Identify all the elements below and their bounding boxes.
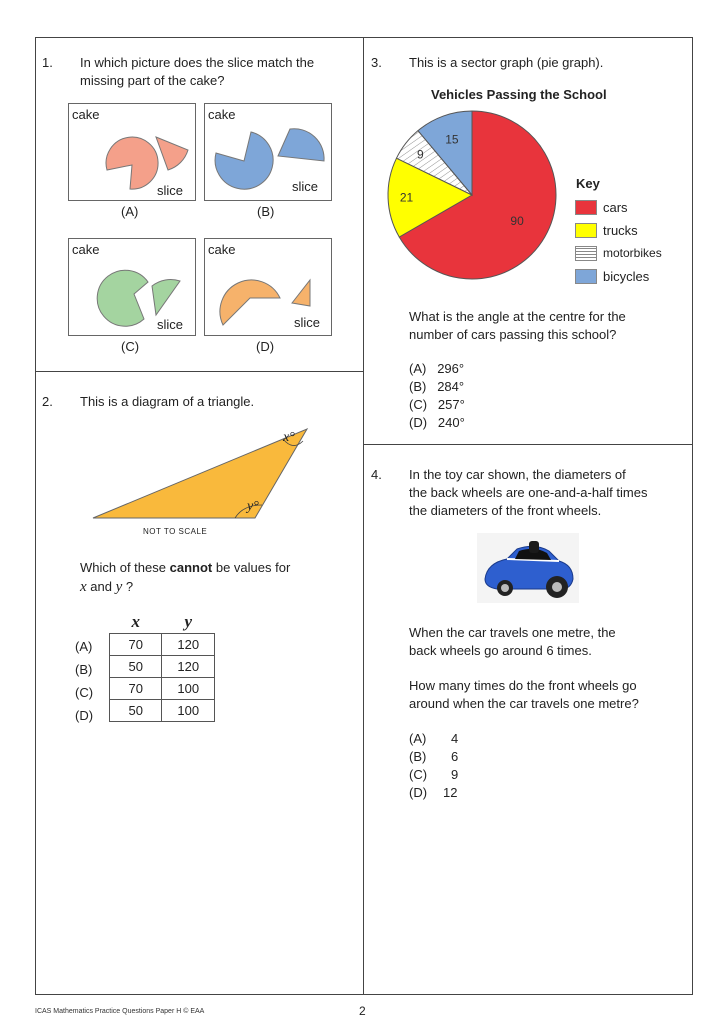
q2-question-line1	[80, 559, 290, 577]
pie-label-cars: 90	[510, 214, 524, 229]
q2-var-end: ?	[122, 579, 134, 594]
q4-option-c-label: (C)	[409, 767, 428, 782]
q4-option-b[interactable]	[409, 748, 459, 766]
slice-b	[278, 129, 324, 161]
pie-label-motorbikes: 9	[417, 147, 424, 162]
chart-title: Vehicles Passing the School	[431, 87, 607, 102]
q3-option-a-label: (A)	[409, 361, 427, 376]
row-d-x: 50	[110, 700, 162, 722]
q2-option-c[interactable]: (C)	[75, 685, 94, 700]
triangle-diagram	[85, 425, 315, 525]
footer-text: ICAS Mathematics Practice Questions Paper H © EAA	[35, 1008, 205, 1015]
cake-c	[97, 270, 148, 326]
cake-a	[106, 137, 158, 189]
q3-option-d-label: (D)	[409, 415, 428, 430]
q3-option-d-value: 240°	[437, 415, 465, 430]
row-d-y: 100	[162, 700, 215, 722]
q3-option-b-label: (B)	[409, 379, 427, 394]
q2-question-post: be values for	[212, 560, 291, 575]
q4-option-c[interactable]	[409, 766, 459, 784]
caption-c: (C)	[121, 339, 140, 354]
q3-question-line2: number of cars passing this school?	[409, 327, 617, 342]
triangle	[93, 429, 307, 518]
legend-swatch-motorbikes	[575, 246, 597, 261]
legend-swatch-cars	[575, 200, 597, 215]
q3-option-c-label: (C)	[409, 397, 428, 412]
q3-option-d[interactable]	[409, 414, 465, 432]
row-a-x: 70	[110, 634, 162, 656]
q4-option-d-label: (D)	[409, 785, 428, 800]
caption-b: (B)	[257, 204, 275, 219]
q4-text-line3: the diameters of the front wheels.	[409, 503, 602, 518]
q2-number: 2.	[42, 394, 53, 409]
row-c-x: 70	[110, 678, 162, 700]
q3-text: This is a sector graph (pie graph).	[409, 55, 604, 70]
q3-option-b-value: 284°	[437, 379, 465, 394]
q4-text-line1: In the toy car shown, the diameters of	[409, 467, 626, 482]
pie-label-bicycles: 15	[445, 132, 459, 147]
angle-x-label: x°	[283, 430, 295, 445]
cake-label-d: cake	[208, 242, 236, 257]
caption-d: (D)	[256, 339, 275, 354]
table-row	[110, 700, 215, 722]
q1-q2-divider	[35, 371, 364, 372]
page-number: 2	[359, 1004, 366, 1018]
toy-car-image	[477, 533, 579, 603]
q3-option-b[interactable]	[409, 378, 464, 396]
row-a-y: 120	[162, 634, 215, 656]
slice-label-b: slice	[292, 179, 319, 194]
legend-swatch-bicycles	[575, 269, 597, 284]
q2-option-b[interactable]: (B)	[75, 662, 93, 677]
q4-option-a-value: 4	[451, 731, 459, 746]
row-b-y: 120	[162, 656, 215, 678]
q4-text-line2: the back wheels are one-and-a-half times	[409, 485, 648, 500]
q3-option-c[interactable]	[409, 396, 465, 414]
q3-number: 3.	[371, 55, 382, 70]
q3-option-a[interactable]	[409, 360, 464, 378]
table-row	[110, 634, 215, 656]
column-divider	[363, 37, 364, 995]
q4-option-c-value: 9	[451, 767, 459, 782]
cake-b	[215, 132, 273, 189]
q4-para3-line2: around when the car travels one metre?	[409, 696, 639, 711]
q3-question-line1: What is the angle at the centre for the	[409, 309, 626, 324]
q2-question-pre: Which of these	[80, 560, 170, 575]
slice-c	[152, 280, 180, 315]
xy-table-header	[110, 611, 215, 634]
q3-q4-divider	[364, 444, 693, 445]
car-front-hub	[501, 584, 509, 592]
q2-question-line2	[80, 578, 133, 596]
q2-var-and: and	[86, 579, 116, 594]
car-back-hub	[552, 582, 562, 592]
row-b-x: 50	[110, 656, 162, 678]
q4-option-d[interactable]	[409, 784, 458, 802]
cake-d	[220, 280, 280, 325]
q2-text: This is a diagram of a triangle.	[80, 394, 255, 409]
car-driver	[529, 541, 539, 553]
legend-label-motorbikes: motorbikes	[603, 246, 662, 260]
cake-label-b: cake	[208, 107, 236, 122]
q4-para3-line1: How many times do the front wheels go	[409, 678, 637, 693]
pie-label-trucks: 21	[399, 190, 414, 205]
q4-option-b-value: 6	[451, 749, 459, 764]
q2-option-a[interactable]: (A)	[75, 639, 93, 654]
q1-text-line1: In which picture does the slice match the	[80, 55, 315, 70]
q1-text-line2: missing part of the cake?	[80, 73, 225, 88]
not-to-scale-note: NOT TO SCALE	[143, 527, 208, 536]
angle-y-label: y°	[247, 499, 259, 514]
header-x: x	[131, 612, 140, 631]
q3-option-c-value: 257°	[437, 397, 465, 412]
xy-table	[109, 611, 215, 722]
q2-var-y: y	[115, 579, 123, 595]
q4-number: 4.	[371, 467, 382, 482]
row-c-y: 100	[162, 678, 215, 700]
q4-option-a-label: (A)	[409, 731, 427, 746]
cake-label-a: cake	[72, 107, 100, 122]
q4-option-b-label: (B)	[409, 749, 427, 764]
legend-label-bicycles: bicycles	[603, 269, 650, 284]
legend-title: Key	[576, 176, 600, 191]
q1-number: 1.	[42, 55, 53, 70]
header-y: y	[184, 612, 192, 631]
q2-question-bold: cannot	[169, 560, 213, 575]
slice-d	[292, 280, 310, 306]
q2-var-x: x	[80, 579, 87, 595]
q3-option-a-value: 296°	[437, 361, 465, 376]
q4-para2-line2: back wheels go around 6 times.	[409, 643, 592, 658]
slice-label-a: slice	[157, 183, 184, 198]
legend-swatch-trucks	[575, 223, 597, 238]
slice-label-d: slice	[294, 315, 321, 330]
slice-label-c: slice	[157, 317, 184, 332]
table-row	[110, 678, 215, 700]
legend-label-trucks: trucks	[603, 223, 638, 238]
slice-a	[156, 137, 188, 170]
q4-option-d-value: 12	[443, 785, 458, 800]
legend-label-cars: cars	[603, 200, 628, 215]
q4-option-a[interactable]	[409, 730, 459, 748]
q2-option-d[interactable]: (D)	[75, 708, 94, 723]
cake-label-c: cake	[72, 242, 100, 257]
caption-a: (A)	[121, 204, 139, 219]
pie-chart	[380, 110, 580, 300]
q4-para2-line1: When the car travels one metre, the	[409, 625, 616, 640]
table-row	[110, 656, 215, 678]
